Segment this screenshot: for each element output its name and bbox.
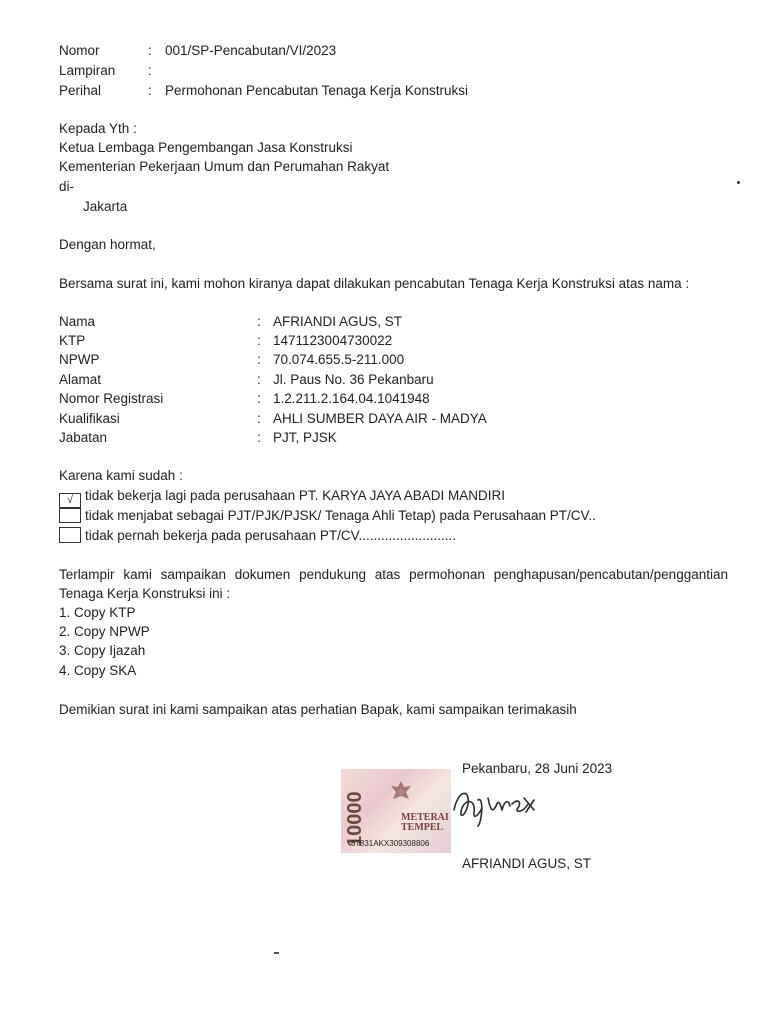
stamp-label: [401, 813, 449, 833]
header-value-nomor: 001/SP-Pencabutan/VI/2023: [165, 43, 337, 58]
identity-colon: :: [257, 352, 261, 367]
greeting: Dengan hormat,: [59, 237, 156, 252]
header-label: Nomor: [59, 43, 100, 58]
reason-text: tidak pernah bekerja pada perusahaan PT/CV..........................: [85, 528, 456, 543]
scan-speck: [737, 181, 740, 184]
recipient-city: Jakarta: [83, 199, 128, 214]
reason-text: tidak menjabat sebagai PJT/PJK/PJSK/ Tenaga Ahli Tetap) pada Perusahaan PT/CV..: [85, 508, 596, 523]
scan-speck: [274, 952, 279, 954]
attachment-item: 1. Copy KTP: [59, 605, 136, 620]
stamp-label-line-2: TEMPEL: [401, 822, 444, 833]
identity-row-alamat: [59, 370, 659, 390]
reason-item-1: [59, 486, 505, 506]
closing-text: Demikian surat ini kami sampaikan atas perhatian Bapak, kami sampaikan terimakasih: [59, 702, 577, 717]
identity-row-jabatan: [59, 428, 659, 448]
handwritten-signature: [448, 780, 540, 830]
header-value-perihal: Permohonan Pencabutan Tenaga Kerja Konstruksi: [165, 83, 468, 98]
identity-value: 1.2.211.2.164.04.1041948: [273, 391, 430, 406]
recipient-line-1: Ketua Lembaga Pengembangan Jasa Konstruksi: [59, 140, 353, 155]
identity-colon: :: [257, 430, 261, 445]
identity-value: AFRIANDI AGUS, ST: [273, 314, 403, 329]
recipient-salutation: Kepada Yth :: [59, 121, 137, 136]
identity-colon: :: [257, 333, 261, 348]
stamp-label-line-1: METERAI: [401, 812, 449, 823]
identity-value: AHLI SUMBER DAYA AIR - MADYA: [273, 411, 487, 426]
identity-row-nama: [59, 312, 659, 332]
identity-row-ktp: [59, 331, 659, 351]
attachment-item: 2. Copy NPWP: [59, 624, 150, 639]
signer-name: AFRIANDI AGUS, ST: [462, 856, 592, 871]
reason-text: tidak bekerja lagi pada perusahaan PT. KARYA JAYA ABADI MANDIRI: [85, 488, 505, 503]
header-colon: :: [148, 43, 152, 58]
header-colon: :: [148, 63, 152, 78]
identity-row-npwp: [59, 350, 659, 370]
attachments-intro: Terlampir kami sampaikan dokumen pendukung atas permohonan penghapusan/pencabutan/penggantian Tenaga Kerja Konstruksi ini :: [59, 567, 728, 601]
identity-label: Jabatan: [59, 430, 108, 445]
header-colon: :: [148, 83, 152, 98]
meterai-stamp: [341, 769, 451, 853]
identity-colon: :: [257, 314, 261, 329]
identity-label: Kualifikasi: [59, 411, 120, 426]
recipient-line-2: Kementerian Pekerjaan Umum dan Perumahan Rakyat: [59, 159, 390, 174]
place-date: Pekanbaru, 28 Juni 2023: [462, 761, 613, 776]
header-label: Lampiran: [59, 63, 116, 78]
checkbox-unchecked: [59, 527, 81, 543]
checkbox-unchecked: [59, 507, 81, 523]
recipient-line-3: di-: [59, 179, 75, 194]
identity-colon: :: [257, 391, 261, 406]
identity-value: PJT, PJSK: [273, 430, 337, 445]
attachment-item: 3. Copy Ijazah: [59, 643, 146, 658]
intro-text: Bersama surat ini, kami mohon kiranya dapat dilakukan pencabutan Tenaga Kerja Konstruksi atas nama :: [59, 276, 690, 291]
identity-value: 1471123004730022: [273, 333, 393, 348]
identity-label: Nomor Registrasi: [59, 391, 164, 406]
identity-colon: :: [257, 372, 261, 387]
header-label: Perihal: [59, 83, 102, 98]
identity-value: 70.074.655.5-211.000: [273, 352, 405, 367]
reasons-intro: Karena kami sudah :: [59, 468, 183, 483]
identity-label: Nama: [59, 314, 96, 329]
identity-colon: :: [257, 411, 261, 426]
identity-label: NPWP: [59, 352, 100, 367]
identity-label: Alamat: [59, 372, 102, 387]
identity-row-registrasi: [59, 389, 659, 409]
stamp-denomination: 10000: [344, 791, 366, 847]
identity-row-kualifikasi: [59, 409, 659, 429]
reason-item-2: [59, 506, 596, 526]
attachment-item: 4. Copy SKA: [59, 663, 137, 678]
identity-value: Jl. Paus No. 36 Pekanbaru: [273, 372, 434, 387]
checkbox-checked: √: [59, 493, 81, 509]
stamp-serial: 87831AKX309308806: [351, 839, 430, 848]
garuda-seal-icon: [385, 777, 417, 809]
reason-item-3: [59, 526, 456, 546]
identity-label: KTP: [59, 333, 86, 348]
